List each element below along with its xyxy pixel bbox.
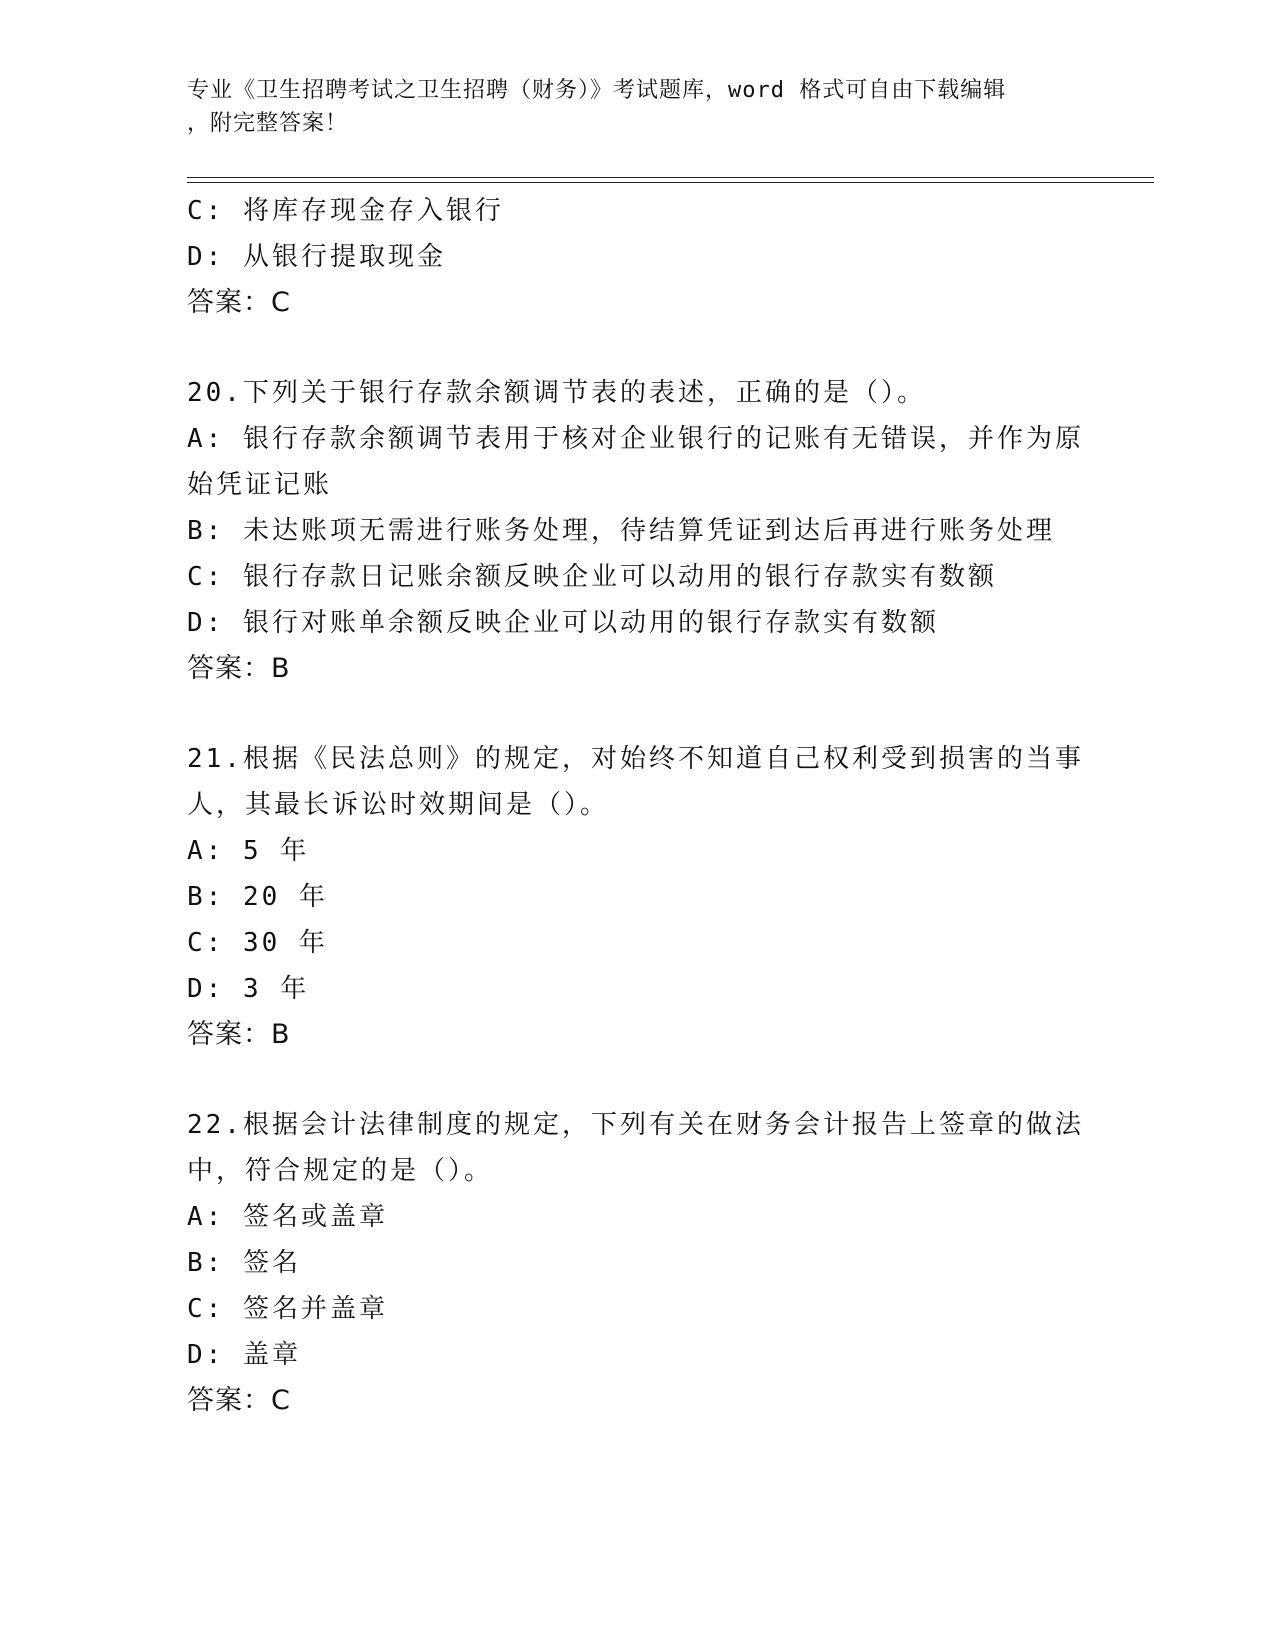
- header-line-2: ，附完整答案！: [187, 111, 349, 136]
- answer-line: 答案：B: [187, 1019, 291, 1050]
- option-d: D: 银行对账单余额反映企业可以动用的银行存款实有数额: [187, 608, 939, 638]
- question-block-19: [187, 188, 1087, 326]
- document-header: [187, 74, 1087, 140]
- option-a-continuation: 始凭证记账: [187, 470, 333, 500]
- question-block-21: [187, 736, 1087, 1058]
- option-c: C: 30 年: [187, 928, 328, 958]
- question-stem: 21.根据《民法总则》的规定，对始终不知道自己权利受到损害的当事: [187, 744, 1084, 774]
- answer-line: 答案：C: [187, 287, 291, 318]
- question-stem: 20.下列关于银行存款余额调节表的表述，正确的是（）。: [187, 378, 926, 408]
- answer-line: 答案：B: [187, 653, 291, 684]
- option-b: B: 20 年: [187, 882, 328, 912]
- option-a: A: 银行存款余额调节表用于核对企业银行的记账有无错误，并作为原: [187, 424, 1084, 454]
- header-line-1: 专业《卫生招聘考试之卫生招聘（财务）》考试题库，word 格式可自由下载编辑: [187, 78, 1007, 103]
- spacer: [187, 1058, 1087, 1102]
- question-stem-continuation: 中，符合规定的是（）。: [187, 1156, 494, 1186]
- question-list: [187, 188, 1087, 1424]
- question-stem-continuation: 人，其最长诉讼时效期间是（）。: [187, 790, 610, 820]
- option-d: D: 从银行提取现金: [187, 242, 446, 272]
- question-block-20: [187, 370, 1087, 692]
- option-c: C: 将库存现金存入银行: [187, 196, 504, 226]
- header-divider-bottom: [187, 182, 1154, 183]
- option-a: A: 5 年: [187, 836, 310, 866]
- question-stem: 22.根据会计法律制度的规定，下列有关在财务会计报告上签章的做法: [187, 1110, 1084, 1140]
- spacer: [187, 692, 1087, 736]
- option-d: D: 3 年: [187, 974, 310, 1004]
- option-d: D: 盖章: [187, 1340, 301, 1370]
- option-b: B: 签名: [187, 1248, 301, 1278]
- spacer: [187, 326, 1087, 370]
- question-block-22: [187, 1102, 1087, 1424]
- option-c: C: 银行存款日记账余额反映企业可以动用的银行存款实有数额: [187, 562, 997, 592]
- option-b: B: 未达账项无需进行账务处理，待结算凭证到达后再进行账务处理: [187, 516, 1055, 546]
- answer-line: 答案：C: [187, 1385, 291, 1416]
- option-a: A: 签名或盖章: [187, 1202, 388, 1232]
- option-c: C: 签名并盖章: [187, 1294, 388, 1324]
- header-divider-top: [187, 177, 1154, 178]
